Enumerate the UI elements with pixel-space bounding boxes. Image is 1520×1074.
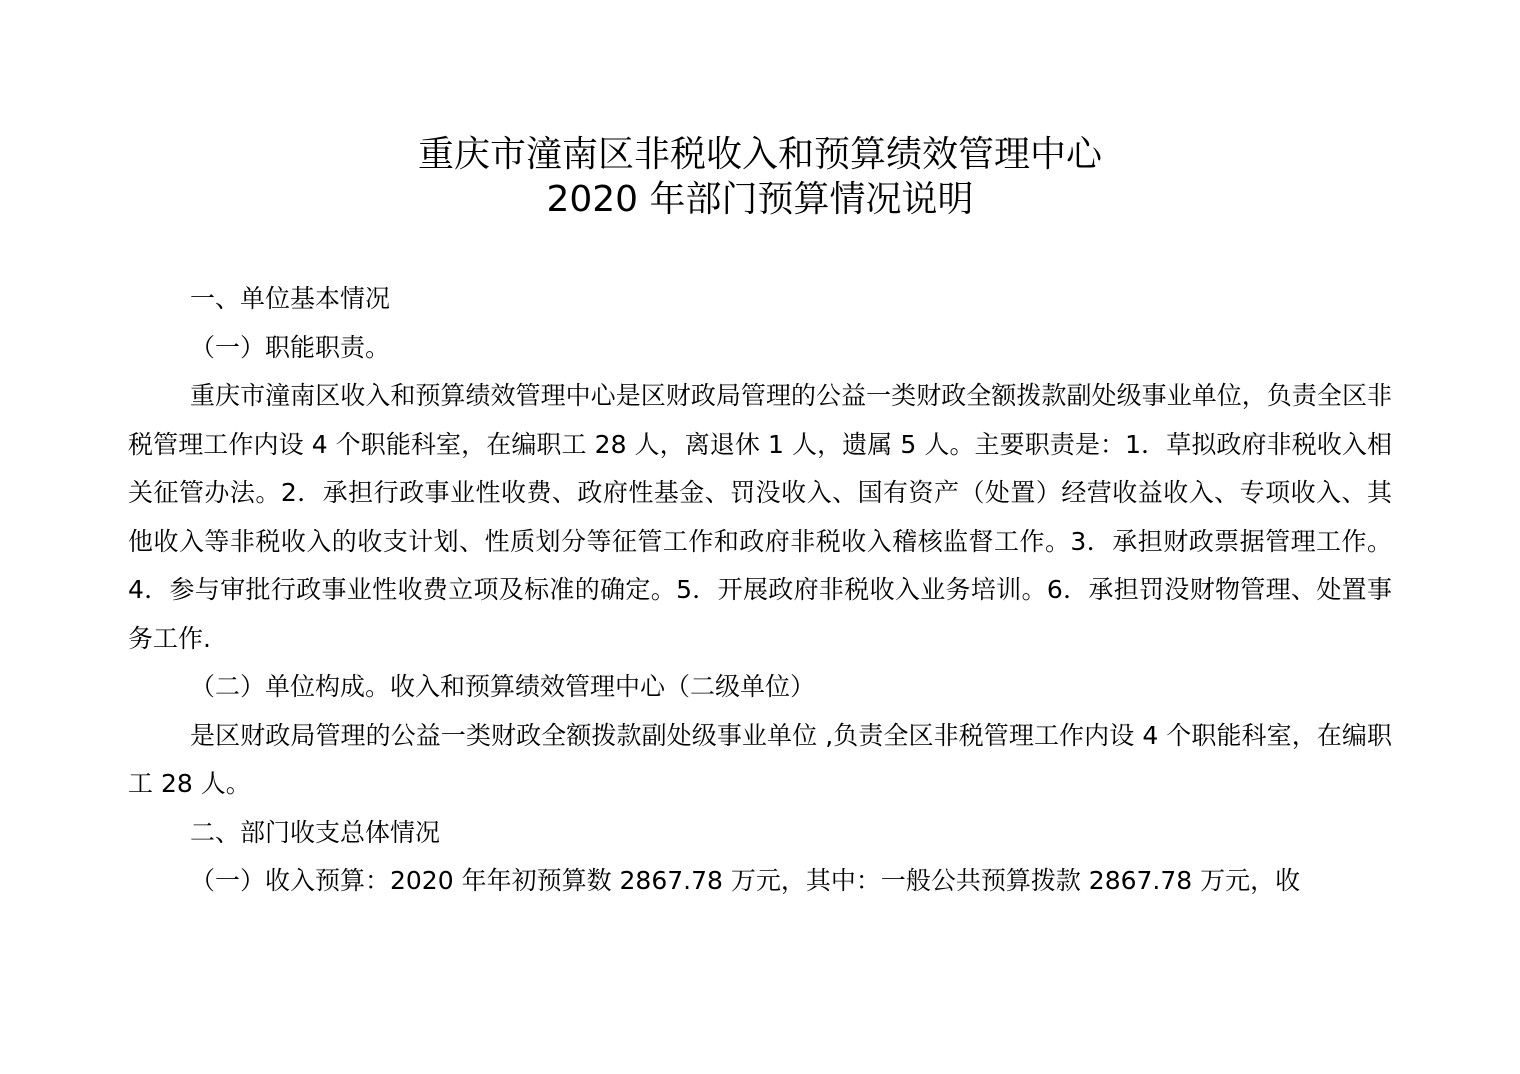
section-heading-1: 一、单位基本情况: [190, 284, 391, 313]
paragraph-unit-composition: 是区财政局管理的公益一类财政全额拨款副处级事业单位 ,负责全区非税管理工作内设 4 个职能科室，在编职工 28 人。: [128, 720, 1392, 798]
document-title-line1: 重庆市潼南区非税收入和预算绩效管理中心: [417, 134, 1102, 175]
paragraph-income-budget: （一）收入预算：2020 年年初预算数 2867.78 万元，其中：一般公共预算拨款 2867.78 万元，收: [190, 866, 1301, 895]
subsection-heading-1-2: （二）单位构成。收入和预算绩效管理中心（二级单位）: [190, 672, 816, 701]
document-title-line2: 2020 年部门预算情况说明: [546, 179, 974, 220]
paragraph-duties: 重庆市潼南区收入和预算绩效管理中心是区财政局管理的公益一类财政全额拨款副处级事业单位，负责全区非税管理工作内设 4 个职能科室，在编职工 28 人，离退休 1 人，遗属 5 人。主要职责是：1．草拟政府非税收入相关征管办法。2．承担行政事业性收费、政府性基金、罚没收入、国有资产（处置）经营收益收入、专项收入、其他收入等非税收入的收支计划、性质划分等征管工作和政府非税收入稽核监督工作。3．承担财政票据管理工作。4．参与审批行政事业性收费立项及标准的确定。5．开展政府非税收入业务培训。6．承担罚没财物管理、处置事务工作.: [128, 381, 1392, 653]
document-body: [128, 275, 1392, 906]
section-heading-2: 二、部门收支总体情况: [190, 817, 441, 847]
subsection-heading-1-1: （一）职能职责。: [190, 332, 391, 362]
